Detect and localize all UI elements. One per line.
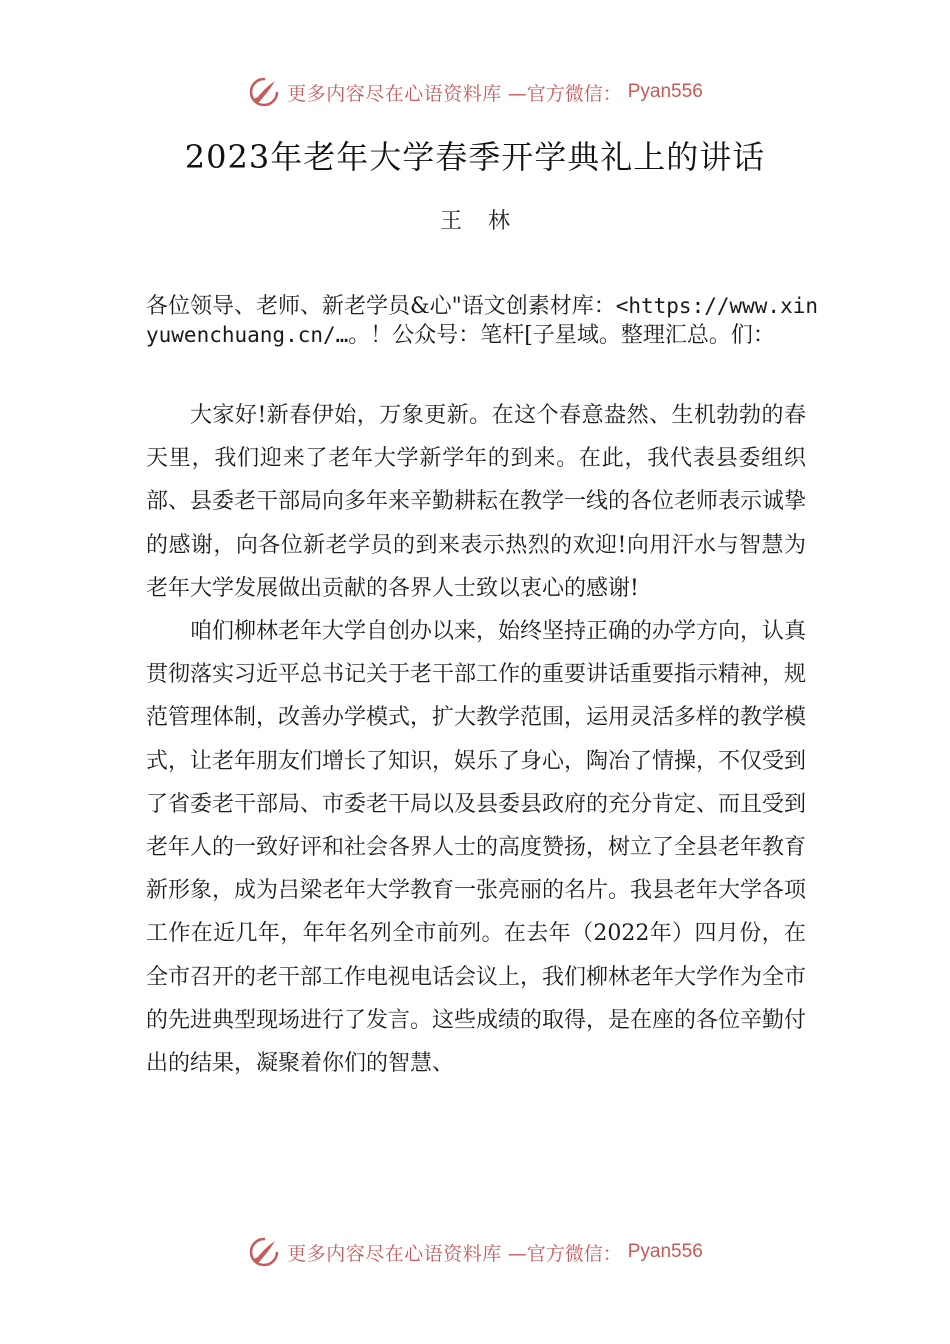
paragraph: 咱们柳林老年大学自创办以来，始终坚持正确的办学方向，认真贯彻落实习近平总书记关于老干部工作的重要讲话重要指示精神，规范管理体制，改善办学模式，扩大教学范围，运用灵活多样的教学模式，让老年朋友们增长了知识，娱乐了身心，陶冶了情操，不仅受到了省委老干部局、市委老干局以及县委县政府的充分肯定、而且受到老年人的一致好评和社会各界人士的高度赞扬，树立了全县老年教育新形象，成为吕梁老年大学教育一张亮丽的名片。我县老年大学各项工作在近几年，年年名列全市前列。在去年（2022年）四月份，在全市召开的老干部工作电视电话会议上，我们柳林老年大学作为全市的先进典型现场进行了发言。这些成绩的取得，是在座的各位辛勤付出的结果，凝聚着你们的智慧、 <box>146 619 807 1077</box>
watermark-separator: —官方微信： <box>507 82 622 105</box>
watermark-banner-top <box>0 72 950 112</box>
greeting <box>146 292 826 350</box>
watermark-wechat-id: Pyan556 <box>627 1241 703 1262</box>
watermark-separator: —官方微信： <box>507 1242 622 1265</box>
brush-logo-icon <box>247 75 281 109</box>
greeting-prefix: 各位领导、老师、新老学员&心"语文创素材库： <box>146 294 616 319</box>
paragraph: 大家好!新春伊始，万象更新。在这个春意盎然、生机勃勃的春天里，我们迎来了老年大学新学年的到来。在此，我代表县委组织部、县委老干部局向多年来辛勤耕耘在教学一线的各位老师表示诚挚的感谢，向各位新老学员的到来表示热烈的欢迎!向用汗水与智慧为老年大学发展做出贡献的各界人士致以衷心的感谢! <box>146 403 807 601</box>
document-body <box>146 394 806 1085</box>
document-title: 2023年老年大学春季开学典礼上的讲话 <box>184 138 766 176</box>
watermark-text: 更多内容尽在心语资料库 <box>287 1242 502 1265</box>
document-author: 王林 <box>439 209 536 234</box>
greeting-suffix: 。！公众号：笔杆[子星域。整理汇总。们： <box>348 323 775 348</box>
watermark-banner-bottom <box>0 1232 950 1272</box>
brush-logo-icon <box>247 1235 281 1269</box>
greeting-url: <https://www.xinyuwenchuang.cn/… <box>146 294 819 347</box>
watermark-text: 更多内容尽在心语资料库 <box>287 82 502 105</box>
watermark-wechat-id: Pyan556 <box>627 81 703 102</box>
